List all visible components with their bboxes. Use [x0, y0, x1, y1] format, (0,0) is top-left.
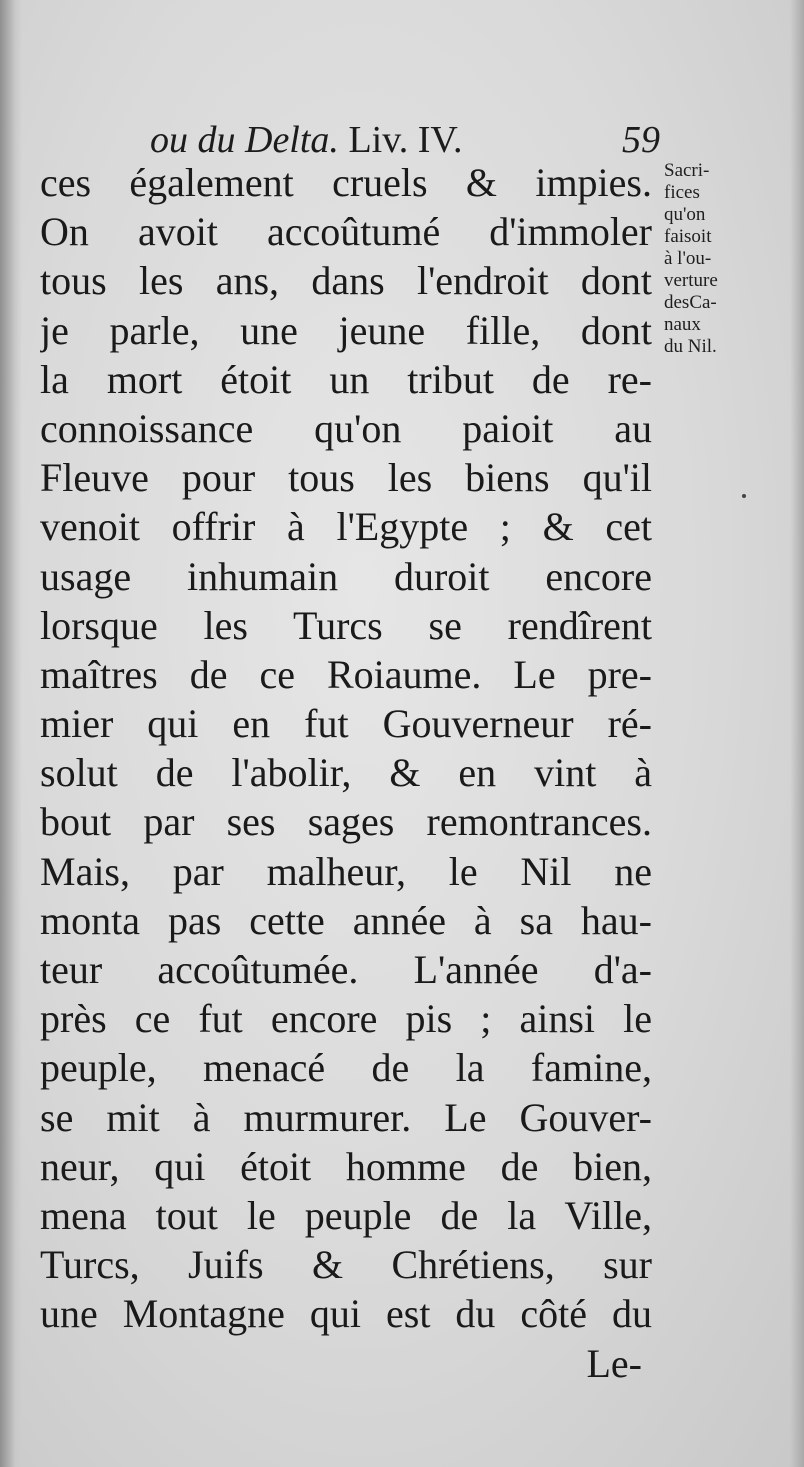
marginal-note-line: faisoit [664, 226, 712, 247]
marginal-note-line: verture [664, 270, 718, 291]
marginal-note [664, 160, 774, 358]
marginal-note-line: du Nil. [664, 336, 717, 357]
text-line: près ce fut encore pis ; ainsi le [40, 996, 652, 1042]
text-line: teur accoûtumée. L'année d'a- [40, 947, 652, 992]
marginal-note-line: Sacri- [664, 160, 710, 181]
catchword: Le- [586, 1340, 642, 1386]
running-title-italic: ou du Delta. [150, 119, 339, 161]
text-line: une Montagne qui est du côté du [40, 1291, 652, 1337]
text-line: tous les ans, dans l'endroit dont [40, 258, 652, 304]
text-line: connoissance qu'on paioit au [40, 405, 652, 451]
text-line: On avoit accoûtumé d'immoler [40, 209, 652, 255]
marginal-note-line: naux [664, 314, 701, 335]
text-line: ces également cruels & impies. [40, 160, 652, 205]
text-line: Fleuve pour tous les biens qu'il [40, 455, 652, 501]
text-line: je parle, une jeune fille, dont [40, 307, 652, 353]
text-line: Mais, par malheur, le Nil ne [40, 848, 652, 894]
marginal-note-line: qu'on [664, 204, 706, 225]
ink-speck [742, 494, 746, 498]
body-text [40, 158, 652, 1388]
text-line: bout par ses sages remontrances. [40, 799, 652, 845]
text-line: se mit à murmurer. Le Gouver- [40, 1094, 652, 1140]
running-title-book: Liv. IV. [348, 119, 463, 161]
page-edge-shadow [790, 0, 804, 1467]
text-line: peuple, menacé de la famine, [40, 1045, 652, 1091]
text-line: neur, qui étoit homme de bien, [40, 1143, 652, 1189]
marginal-note-line: fices [664, 182, 700, 203]
text-line: monta pas cette année à sa hau- [40, 897, 652, 943]
binding-shadow [0, 0, 22, 1467]
marginal-note-line: à l'ou- [664, 248, 712, 269]
text-line: solut de l'abolir, & en vint à [40, 750, 652, 796]
text-line: maîtres de ce Roiaume. Le pre- [40, 651, 652, 697]
text-line: mier qui en fut Gouverneur ré- [40, 701, 652, 747]
page-number: 59 [622, 119, 660, 161]
text-line: la mort étoit un tribut de re- [40, 356, 652, 402]
text-line: venoit offrir à l'Egypte ; & cet [40, 504, 652, 550]
text-line: usage inhumain duroit encore [40, 553, 652, 599]
marginal-note-line: desCa- [664, 292, 717, 313]
text-line: lorsque les Turcs se rendîrent [40, 602, 652, 648]
text-line: mena tout le peuple de la Ville, [40, 1192, 652, 1238]
text-line: Turcs, Juifs & Chrétiens, sur [40, 1242, 652, 1288]
